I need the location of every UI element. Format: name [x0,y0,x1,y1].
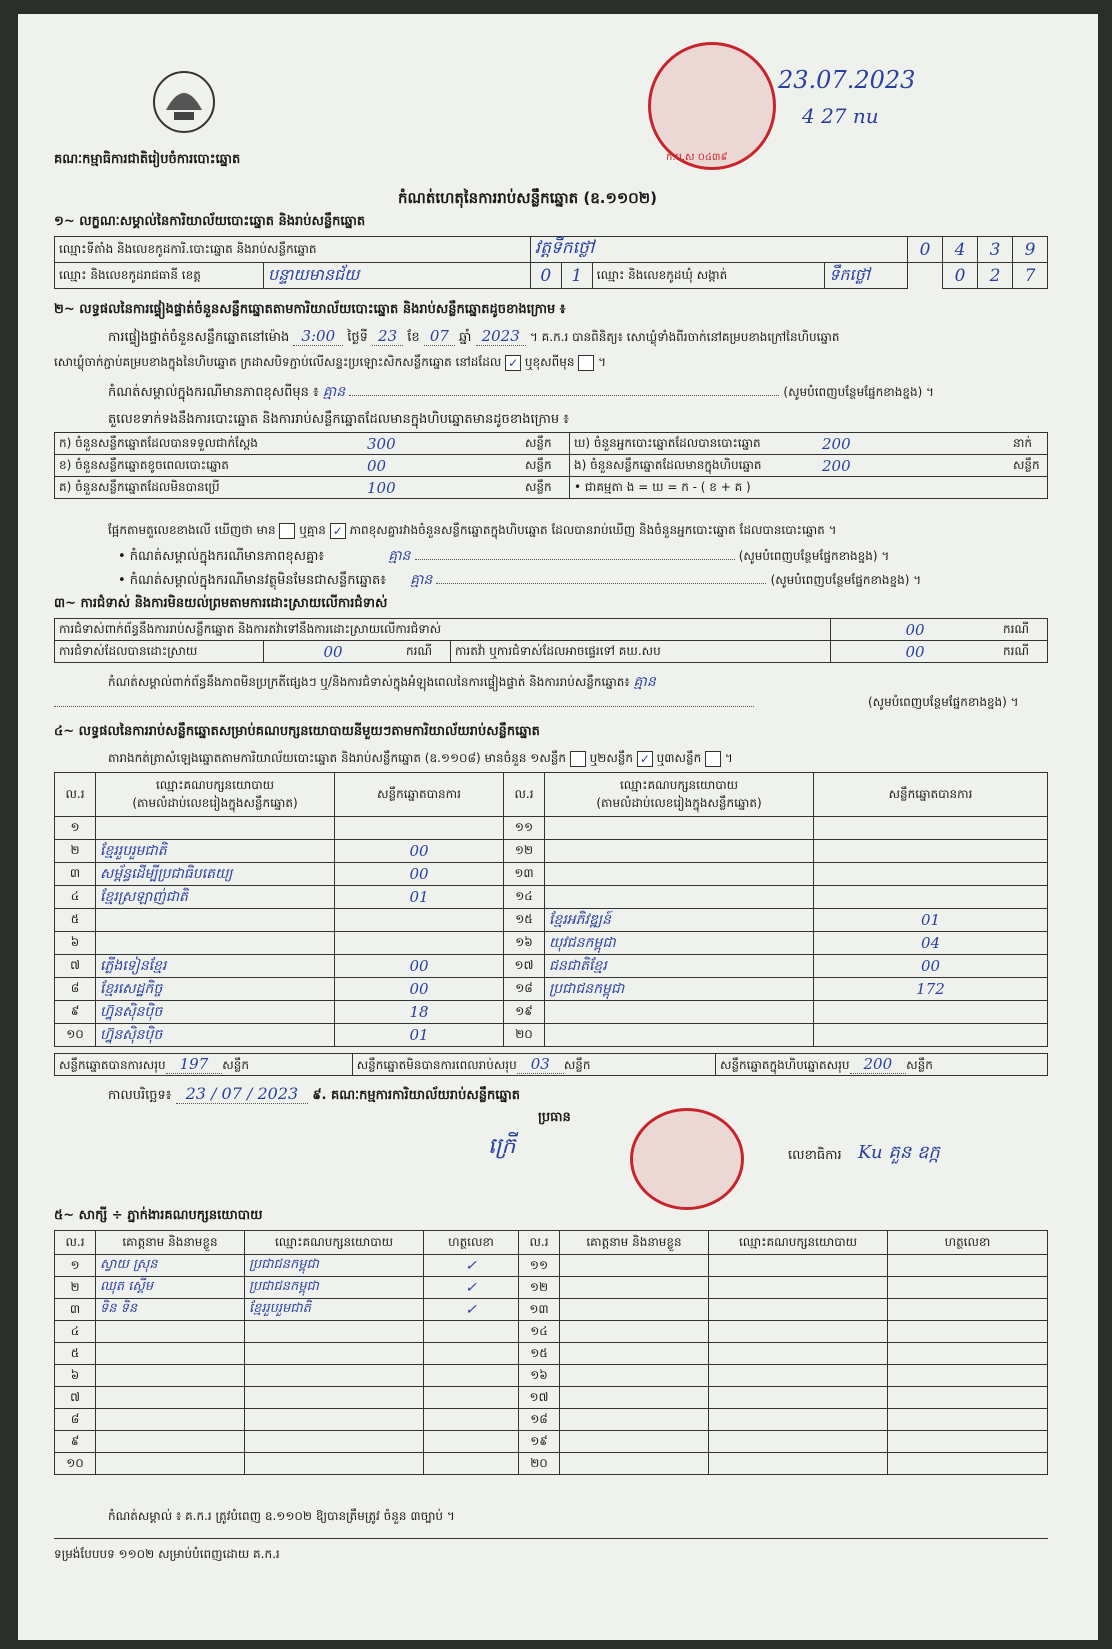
party-name-right [545,1001,814,1024]
note-2-label: • កំណត់សម្គាល់ក្នុងករណីមានភាពខុសគ្នា៖ [118,549,325,564]
results-row [55,955,1048,978]
row-no-left: ៩ [55,1001,96,1024]
station-value: វត្តទឹកថ្លៅ [530,237,907,263]
witness-no-left: ៣ [55,1299,96,1321]
witness-party-right [709,1431,888,1453]
votes-right [814,1024,1048,1047]
votes-right [814,817,1048,840]
votes-right [814,863,1048,886]
witness-name-right [560,1365,709,1387]
two-sheet-checkbox[interactable]: ✓ [637,751,653,767]
votes-right [814,840,1048,863]
witness-party-right [709,1453,888,1475]
party-name-left [96,932,335,955]
form-page [18,14,1098,1640]
witness-sign-left [424,1409,519,1431]
results-col-votes-right: សន្លឹកឆ្នោតបានការ [814,773,1048,817]
resolved-unit: ករណី [402,641,451,663]
votes-left [335,909,504,932]
section-2-heading: ២~ លទ្ធផលនៃការផ្ទៀងផ្ទាត់ចំនួនសន្លឹកឆ្នោតតាមការិយាល័យបោះឆ្នោត និងរាប់សន្លឹកឆ្នោតដូចខាងក្រោម ៖ [54,302,566,317]
witness-col-name-right: គោត្តនាម និងនាមខ្លួន [560,1231,709,1255]
fig-d-label: ឃ) ចំនួនអ្នកបោះឆ្នោតដែលបានបោះឆ្នោត [570,433,819,455]
province-code-1: 0 [530,263,561,289]
fig-c-label: គ) ចំនួនសន្លឹកឆ្នោតដែលមិនបានប្រើ [55,477,364,499]
witness-party-right [709,1299,888,1321]
fig-c-value: 100 [363,477,521,499]
party-name-left: ភ្លើងទៀនខ្មែរ [96,955,335,978]
three-sheet-checkbox[interactable] [705,751,721,767]
station-code-2: 4 [943,237,978,263]
party-name-right [545,863,814,886]
commune-code-3: 7 [1013,263,1048,289]
transferred-unit: ករណី [999,641,1048,663]
note-2-dots [415,559,735,560]
witness-no-right: ១៩ [519,1431,560,1453]
party-name-left [96,909,335,932]
witness-sign-left [424,1365,519,1387]
fig-e-value: 200 [818,455,1009,477]
row-no-left: ៣ [55,863,96,886]
witness-party-left [245,1321,424,1343]
results-row [55,886,1048,909]
witness-col-name-left: គោត្តនាម និងនាមខ្លួន [96,1231,245,1255]
party-name-right [545,817,814,840]
results-col-no-left: ល.រ [55,773,96,817]
votes-left [335,932,504,955]
witness-row [55,1277,1048,1299]
witness-no-left: ៤ [55,1321,96,1343]
date-value: 23 / 07 / 2023 [176,1084,309,1104]
party-name-right: ខ្មែរអភិវឌ្ឍន៍ [545,909,814,932]
section-3-heading: ៣~ ការជំទាស់ និងការមិនយល់ព្រមតាមការដោះស្រាយលើការជំទាស់ [54,596,388,611]
seal-text: ក.ប.ស ០៤៣៩ [666,152,728,163]
witness-party-right [709,1343,888,1365]
results-body [55,817,1048,1047]
witness-row [55,1365,1048,1387]
witness-name-left [96,1343,245,1365]
row-no-left: ១ [55,817,96,840]
row-no-right: ១៧ [504,955,545,978]
committee-label: ៩. គណៈកម្មការការិយាល័យរាប់សន្លឹកឆ្នោត [312,1088,520,1103]
fig-d-value: 200 [818,433,1009,455]
note-3-label: • កំណត់សម្គាល់ក្នុងករណីមានវត្ថុមិនមែនជាសន្លឹកឆ្នោត៖ [118,573,386,588]
diff-line [108,522,837,539]
witness-row [55,1299,1048,1321]
witness-party-left [245,1365,424,1387]
row-no-right: ១៦ [504,932,545,955]
witness-party-left [245,1387,424,1409]
witness-no-right: ១២ [519,1277,560,1299]
witness-row [55,1387,1048,1409]
witness-no-right: ១៧ [519,1387,560,1409]
witness-party-left [245,1409,424,1431]
row-no-left: ៦ [55,932,96,955]
note-3-more: (សូមបំពេញបន្ថែមផ្នែកខាងខ្នង) ។ [770,573,922,587]
two-sheet-label: ឬ២សន្លឹក [589,751,634,765]
note-1-label: កំណត់សម្គាល់ក្នុងករណីមានភាពខុសពីមុន ៖ [108,385,319,400]
note-1-value: គ្មាន [322,384,346,400]
witness-party-right [709,1365,888,1387]
witness-row [55,1343,1048,1365]
witness-name-right [560,1453,709,1475]
witness-party-left [245,1453,424,1475]
votes-right: 04 [814,932,1048,955]
station-table [54,236,1048,289]
votes-left [335,817,504,840]
check-month: 07 [424,327,455,346]
note-4-label: កំណត់សម្គាល់ពាក់ព័ន្ធនឹងភាពមិនប្រក្រតីផ្សេងៗ ឬ/និងការជំទាស់ក្នុងអំឡុងពេលនៃការផ្ទៀងផ្ទាត់ និងការរាប់សន្លឹកឆ្នោត៖ [108,675,630,689]
results-row [55,840,1048,863]
note-1 [108,384,1048,401]
check-line-1 [108,328,1068,346]
party-name-left: ហ្វ៊ុនស៊ិនប៉ិច [96,1001,335,1024]
witness-body [55,1255,1048,1475]
witness-no-right: ១៣ [519,1299,560,1321]
row-no-left: ៨ [55,978,96,1001]
three-sheet-label: ឬ៣សន្លឹក [656,751,702,765]
results-row [55,1001,1048,1024]
row-no-left: ៧ [55,955,96,978]
witness-no-left: ៧ [55,1387,96,1409]
results-row [55,817,1048,840]
votes-right: 01 [814,909,1048,932]
fig-b-unit: សន្លឹក [521,455,570,477]
row-no-right: ២០ [504,1024,545,1047]
note-2-more: (សូមបំពេញបន្ថែមផ្នែកខាងខ្នង) ។ [738,549,890,563]
witness-sign-right [888,1409,1048,1431]
results-row [55,1024,1048,1047]
chair-label: ប្រធាន [538,1110,571,1125]
check-year-label: ឆ្នាំ [459,330,472,345]
note-4-value: គ្មាន [633,674,656,690]
witness-note: កំណត់សម្គាល់ ៖ គ.ក.រ ត្រូវបំពេញ ឧ.១១០២ ឱ្យបានត្រឹមត្រូវ ចំនួន ៣ច្បាប់ ។ [108,1509,455,1523]
fig-b-value: 00 [363,455,521,477]
province-label: ឈ្មោះ និងលេខកូដរាជធានី ខេត្ត [55,263,264,289]
objections-unit: ករណី [999,619,1048,641]
witness-party-left: ប្រជាជនកម្ពុជា [245,1255,424,1277]
note-3-dots [436,583,766,584]
party-name-left: ខ្មែរស្រឡាញ់ជាតិ [96,886,335,909]
row-no-right: ១២ [504,840,545,863]
secretary-label: លេខាធិការ [788,1148,842,1163]
note-3-value: គ្មាន [410,572,433,588]
results-row [55,978,1048,1001]
stamp-time: 4 27 nu [802,104,879,128]
witness-col-party-left: ឈ្មោះគណបក្សនយោបាយ [245,1231,424,1255]
section-1-heading: ១~ លក្ខណៈសម្គាល់នៃការិយាល័យបោះឆ្នោត និងរាប់សន្លឹកឆ្នោត [54,214,366,229]
row-no-right: ១៣ [504,863,545,886]
witness-col-party-right: ឈ្មោះគណបក្សនយោបាយ [709,1231,888,1255]
votes-left: 00 [335,863,504,886]
witness-no-right: ១៦ [519,1365,560,1387]
check-line-2: សោឃ្លុំចាក់ភ្ជាប់គម្របខាងក្នុងនៃហិបឆ្នោត ក្រដាសបិទភ្ជាប់លើសន្ទះប្រឡោះសិកសន្លឹកឆ្នោត នៅដដែល ✓ ឬខុសពីមុន ។ [54,355,606,370]
station-code-4: 9 [1013,237,1048,263]
party-name-left: ខ្មែរសេដ្ឋកិច្ច [96,978,335,1001]
witness-name-right [560,1409,709,1431]
note-4 [108,674,1048,690]
note-4-dots [54,706,754,707]
votes-left: 18 [335,1001,504,1024]
footer-rule [54,1538,1048,1539]
station-code-3: 3 [978,237,1013,263]
check-month-label: ខែ [407,330,420,345]
votes-left: 00 [335,978,504,1001]
witness-party-right [709,1321,888,1343]
witness-col-no-left: ល.រ [55,1231,96,1255]
figures-table [54,432,1048,499]
witness-sign-left [424,1343,519,1365]
diff-has-label: ផ្អែកតាមតួលេខខាងលើ ឃើញថា មាន [108,523,276,537]
witness-party-left: ខ្មែររួបរួមជាតិ [245,1299,424,1321]
changed-label: ឬខុសពីមុន [524,355,575,369]
note-1-more: (សូមបំពេញបន្ថែមផ្នែកខាងខ្នង) ។ [783,385,934,399]
party-name-left: សម្ព័ន្ធដើម្បីប្រជាធិបតេយ្យ [96,863,335,886]
witness-no-left: ៥ [55,1343,96,1365]
witness-name-right [560,1299,709,1321]
check-line-2-text: សោឃ្លុំចាក់ភ្ជាប់គម្របខាងក្នុងនៃហិបឆ្នោត ក្រដាសបិទភ្ជាប់លើសន្ទះប្រឡោះសិកសន្លឹកឆ្នោត នៅដដែល [54,355,502,369]
row-no-left: ១០ [55,1024,96,1047]
station-label: ឈ្មោះទីតាំង និងលេខកូដការិ.បោះឆ្នោត និងរាប់សន្លឹកឆ្នោត [55,237,531,263]
witness-no-left: ៨ [55,1409,96,1431]
witness-name-left [96,1387,245,1409]
total-invalid: សន្លឹកឆ្នោតមិនបានការពេលរាប់សរុប 03 សន្លឹក [352,1054,715,1076]
note-3 [118,572,1048,589]
row-no-right: ១១ [504,817,545,840]
witness-party-right [709,1277,888,1299]
witness-sign-left: ✓ [424,1255,519,1277]
witness-name-left: ឈុត ស្តើម [96,1277,245,1299]
objections-value: 00 [831,619,1000,641]
witness-sign-left [424,1431,519,1453]
secretary-signature: Ku គួន ឧក្ក [858,1142,940,1163]
commune-code-1: 0 [943,263,978,289]
witness-sign-right [888,1277,1048,1299]
witness-name-right [560,1277,709,1299]
note-2 [118,548,1048,565]
witness-no-left: ១០ [55,1453,96,1475]
transferred-label: ការតវ៉ា ឬការជំទាស់ដែលអាចផ្ទេរទៅ គឃ.សប [451,641,831,663]
witness-party-right [709,1387,888,1409]
note-2-value: គ្មាន [388,548,411,564]
party-name-left: ហ្វ៊ុនស៊ិនប៉ិច [96,1024,335,1047]
witness-sign-right [888,1299,1048,1321]
fig-a-unit: សន្លឹក [521,433,570,455]
objections-label: ការជំទាស់ពាក់ព័ន្ធនឹងការរាប់សន្លឹកឆ្នោត និងការតវ៉ាទៅនឹងការដោះស្រាយលើការជំទាស់ [55,619,831,641]
witness-sign-right [888,1321,1048,1343]
witness-row [55,1321,1048,1343]
witness-row [55,1431,1048,1453]
results-row [55,932,1048,955]
witness-col-no-right: ល.រ [519,1231,560,1255]
chair-signature: ក្រើ [488,1134,516,1159]
total-valid: សន្លឹកឆ្នោតបានការសរុប 197 សន្លឹក [55,1054,353,1076]
witness-party-right [709,1255,888,1277]
check-day-label: ថ្ងៃទី [347,330,368,345]
changed-checkbox[interactable] [578,355,594,371]
results-col-party-left: ឈ្មោះគណបក្សនយោបាយ (តាមលំដាប់លេខរៀងក្នុងសន្លឹកឆ្នោត) [96,773,335,817]
results-col-party-right: ឈ្មោះគណបក្សនយោបាយ (តាមលំដាប់លេខរៀងក្នុងសន្លឹកឆ្នោត) [545,773,814,817]
check-time-label: ការផ្ទៀងផ្ទាត់ចំនួនសន្លឹកឆ្នោតនៅម៉ោង [108,330,290,345]
committee-seal [630,1108,744,1210]
date-line [108,1086,520,1104]
witness-name-right [560,1387,709,1409]
votes-left: 00 [335,955,504,978]
province-value: បន្ទាយមានជ័យ [264,263,531,289]
party-name-right [545,840,814,863]
objections-table [54,618,1048,663]
row-no-right: ១៥ [504,909,545,932]
fig-a-value: 300 [363,433,521,455]
witness-col-sign-left: ហត្ថលេខា [424,1231,519,1255]
emblem-logo [148,66,220,138]
witness-row [55,1453,1048,1475]
witness-no-right: ១៥ [519,1343,560,1365]
form-title: កំណត់ហេតុនៃការរាប់សន្លឹកឆ្នោត (ឧ.១១០២) [398,189,658,207]
tally-intro-text: តារាងកត់ត្រាសំឡេងឆ្នោតតាមការិយាល័យបោះឆ្នោត និងរាប់សន្លឹកឆ្នោត (ឧ.១១០៨) មានចំនួន ១សន្លឹក [108,751,566,765]
witness-name-left: ទិន ទិន [96,1299,245,1321]
results-col-no-right: ល.រ [504,773,545,817]
witness-name-left [96,1431,245,1453]
province-code-2: 1 [561,263,592,289]
votes-left: 01 [335,1024,504,1047]
row-no-right: ១៨ [504,978,545,1001]
footer-text: ទម្រង់បែបបទ ១១០២ សម្រាប់បំពេញដោយ គ.ក.រ [54,1547,280,1561]
votes-left: 01 [335,886,504,909]
commune-label: ឈ្មោះ និងលេខកូដឃុំ សង្កាត់ [592,263,824,289]
diff-none-label: ឬគ្មាន [299,523,326,537]
witness-name-left [96,1365,245,1387]
tally-intro: តារាងកត់ត្រាសំឡេងឆ្នោតតាមការិយាល័យបោះឆ្នោត និងរាប់សន្លឹកឆ្នោត (ឧ.១១០៨) មានចំនួន ១សន្លឹក ឬ២សន្លឹក ✓ ឬ៣សន្លឹក ។ [108,751,733,766]
fig-d-unit: នាក់ [1009,433,1048,455]
row-no-right: ១៩ [504,1001,545,1024]
witness-table [54,1230,1048,1475]
fig-a-label: ក) ចំនួនសន្លឹកឆ្នោតដែលបានទទួលជាក់ស្តែង [55,433,364,455]
fig-c-unit: សន្លឹក [521,477,570,499]
witness-sign-right [888,1453,1048,1475]
witness-col-sign-right: ហត្ថលេខា [888,1231,1048,1255]
witness-sign-right [888,1343,1048,1365]
witness-sign-right [888,1365,1048,1387]
witness-sign-left [424,1321,519,1343]
party-name-right: យុវជនកម្ពុជា [545,932,814,955]
witness-party-right [709,1409,888,1431]
witness-party-left [245,1343,424,1365]
check-time: 3:00 [293,327,343,346]
resolved-value: 00 [264,641,403,663]
party-name-right [545,886,814,909]
resolved-label: ការជំទាស់ដែលបានដោះស្រាយ [55,641,264,663]
one-sheet-checkbox[interactable] [570,751,586,767]
witness-no-left: ២ [55,1277,96,1299]
results-row [55,863,1048,886]
witness-name-left [96,1321,245,1343]
fig-formula: • ជាគម្មតា ង = ឃ = ក - ( ខ + គ ) [570,477,1048,499]
witness-sign-right [888,1255,1048,1277]
party-name-left [96,817,335,840]
fig-e-unit: សន្លឹក [1009,455,1048,477]
witness-row [55,1255,1048,1277]
diff-none-checkbox[interactable]: ✓ [330,523,346,539]
witness-sign-left: ✓ [424,1277,519,1299]
witness-party-left [245,1431,424,1453]
votes-left: 00 [335,840,504,863]
witness-sign-left [424,1453,519,1475]
section-5-heading: ៥~ សាក្សី ÷ ភ្នាក់ងារគណបក្សនយោបាយ [54,1208,263,1223]
commune-code-2: 2 [978,263,1013,289]
witness-no-left: ១ [55,1255,96,1277]
witness-no-right: ១៤ [519,1321,560,1343]
row-no-left: ៤ [55,886,96,909]
witness-name-left [96,1453,245,1475]
same-checkbox[interactable]: ✓ [505,355,521,371]
results-col-votes-left: សន្លឹកឆ្នោតបានការ [335,773,504,817]
witness-sign-right [888,1431,1048,1453]
note-4-more: (សូមបំពេញបន្ថែមផ្នែកខាងខ្នង) ។ [868,695,1019,709]
witness-no-right: ១១ [519,1255,560,1277]
note-1-dots [349,395,779,396]
witness-name-left [96,1409,245,1431]
diff-has-checkbox[interactable] [279,523,295,539]
party-name-right [545,1024,814,1047]
station-code-1: 0 [908,237,943,263]
witness-sign-right [888,1387,1048,1409]
date-label: កាលបរិច្ឆេទ៖ [108,1088,172,1103]
witness-name-right [560,1343,709,1365]
fig-b-label: ខ) ចំនួនសន្លឹកឆ្នោតខូចពេលបោះឆ្នោត [55,455,364,477]
commune-value: ទឹកថ្លៅ [825,263,908,289]
check-day: 23 [372,327,403,346]
witness-party-left: ប្រជាជនកម្ពុជា [245,1277,424,1299]
row-no-left: ២ [55,840,96,863]
witness-no-right: ១៨ [519,1409,560,1431]
witness-name-left: ស្វាយ ស្រុន [96,1255,245,1277]
transferred-value: 00 [831,641,1000,663]
totals-table [54,1053,1048,1076]
total-box: សន្លឹកឆ្នោតក្នុងហិបឆ្នោតសរុប 200 សន្លឹក [716,1054,1048,1076]
row-no-left: ៥ [55,909,96,932]
party-name-right: ប្រជាជនកម្ពុជា [545,978,814,1001]
check-year: 2023 [476,327,526,346]
votes-right [814,1001,1048,1024]
org-name: គណៈកម្មាធិការជាតិរៀបចំការបោះឆ្នោត [54,152,241,167]
witness-sign-left: ✓ [424,1299,519,1321]
row-no-right: ១៤ [504,886,545,909]
witness-no-right: ២០ [519,1453,560,1475]
witness-name-right [560,1431,709,1453]
witness-row [55,1409,1048,1431]
results-table [54,772,1048,1047]
votes-right [814,886,1048,909]
witness-sign-left [424,1387,519,1409]
party-name-left: ខ្មែររួបរួមជាតិ [96,840,335,863]
results-row [55,909,1048,932]
witness-no-left: ៦ [55,1365,96,1387]
diff-text: ភាពខុសគ្នារវាងចំនួនសន្លឹកឆ្នោតក្នុងហិបឆ្នោត ដែលបានរាប់ឃើញ និងចំនួនអ្នកបោះឆ្នោត ដែលបានបោះឆ្នោត ។ [349,523,837,537]
witness-name-right [560,1255,709,1277]
figures-intro: តួលេខទាក់ទងនឹងការបោះឆ្នោត និងការរាប់សន្លឹកឆ្នោតដែលមានក្នុងហិបឆ្នោតមានដូចខាងក្រោម ៖ [108,412,569,427]
check-line-1-tail: ។ គ.ក.រ បានពិនិត្យ៖ សោឃ្លុំទាំងពីរចាក់នៅគម្របខាងក្រៅនៃហិបឆ្នោត [529,330,840,344]
votes-right: 00 [814,955,1048,978]
votes-right: 172 [814,978,1048,1001]
party-name-right: ជនជាតិខ្មែរ [545,955,814,978]
stamp-date: 23.07.2023 [778,66,916,94]
witness-name-right [560,1321,709,1343]
section-4-heading: ៤~ លទ្ធផលនៃការរាប់សន្លឹកឆ្នោតសម្រាប់គណបក្សនយោបាយនីមួយៗតាមការិយាល័យរាប់សន្លឹកឆ្នោត [54,724,540,739]
fig-e-label: ង) ចំនួនសន្លឹកឆ្នោតដែលមានក្នុងហិបឆ្នោត [570,455,819,477]
witness-no-left: ៩ [55,1431,96,1453]
